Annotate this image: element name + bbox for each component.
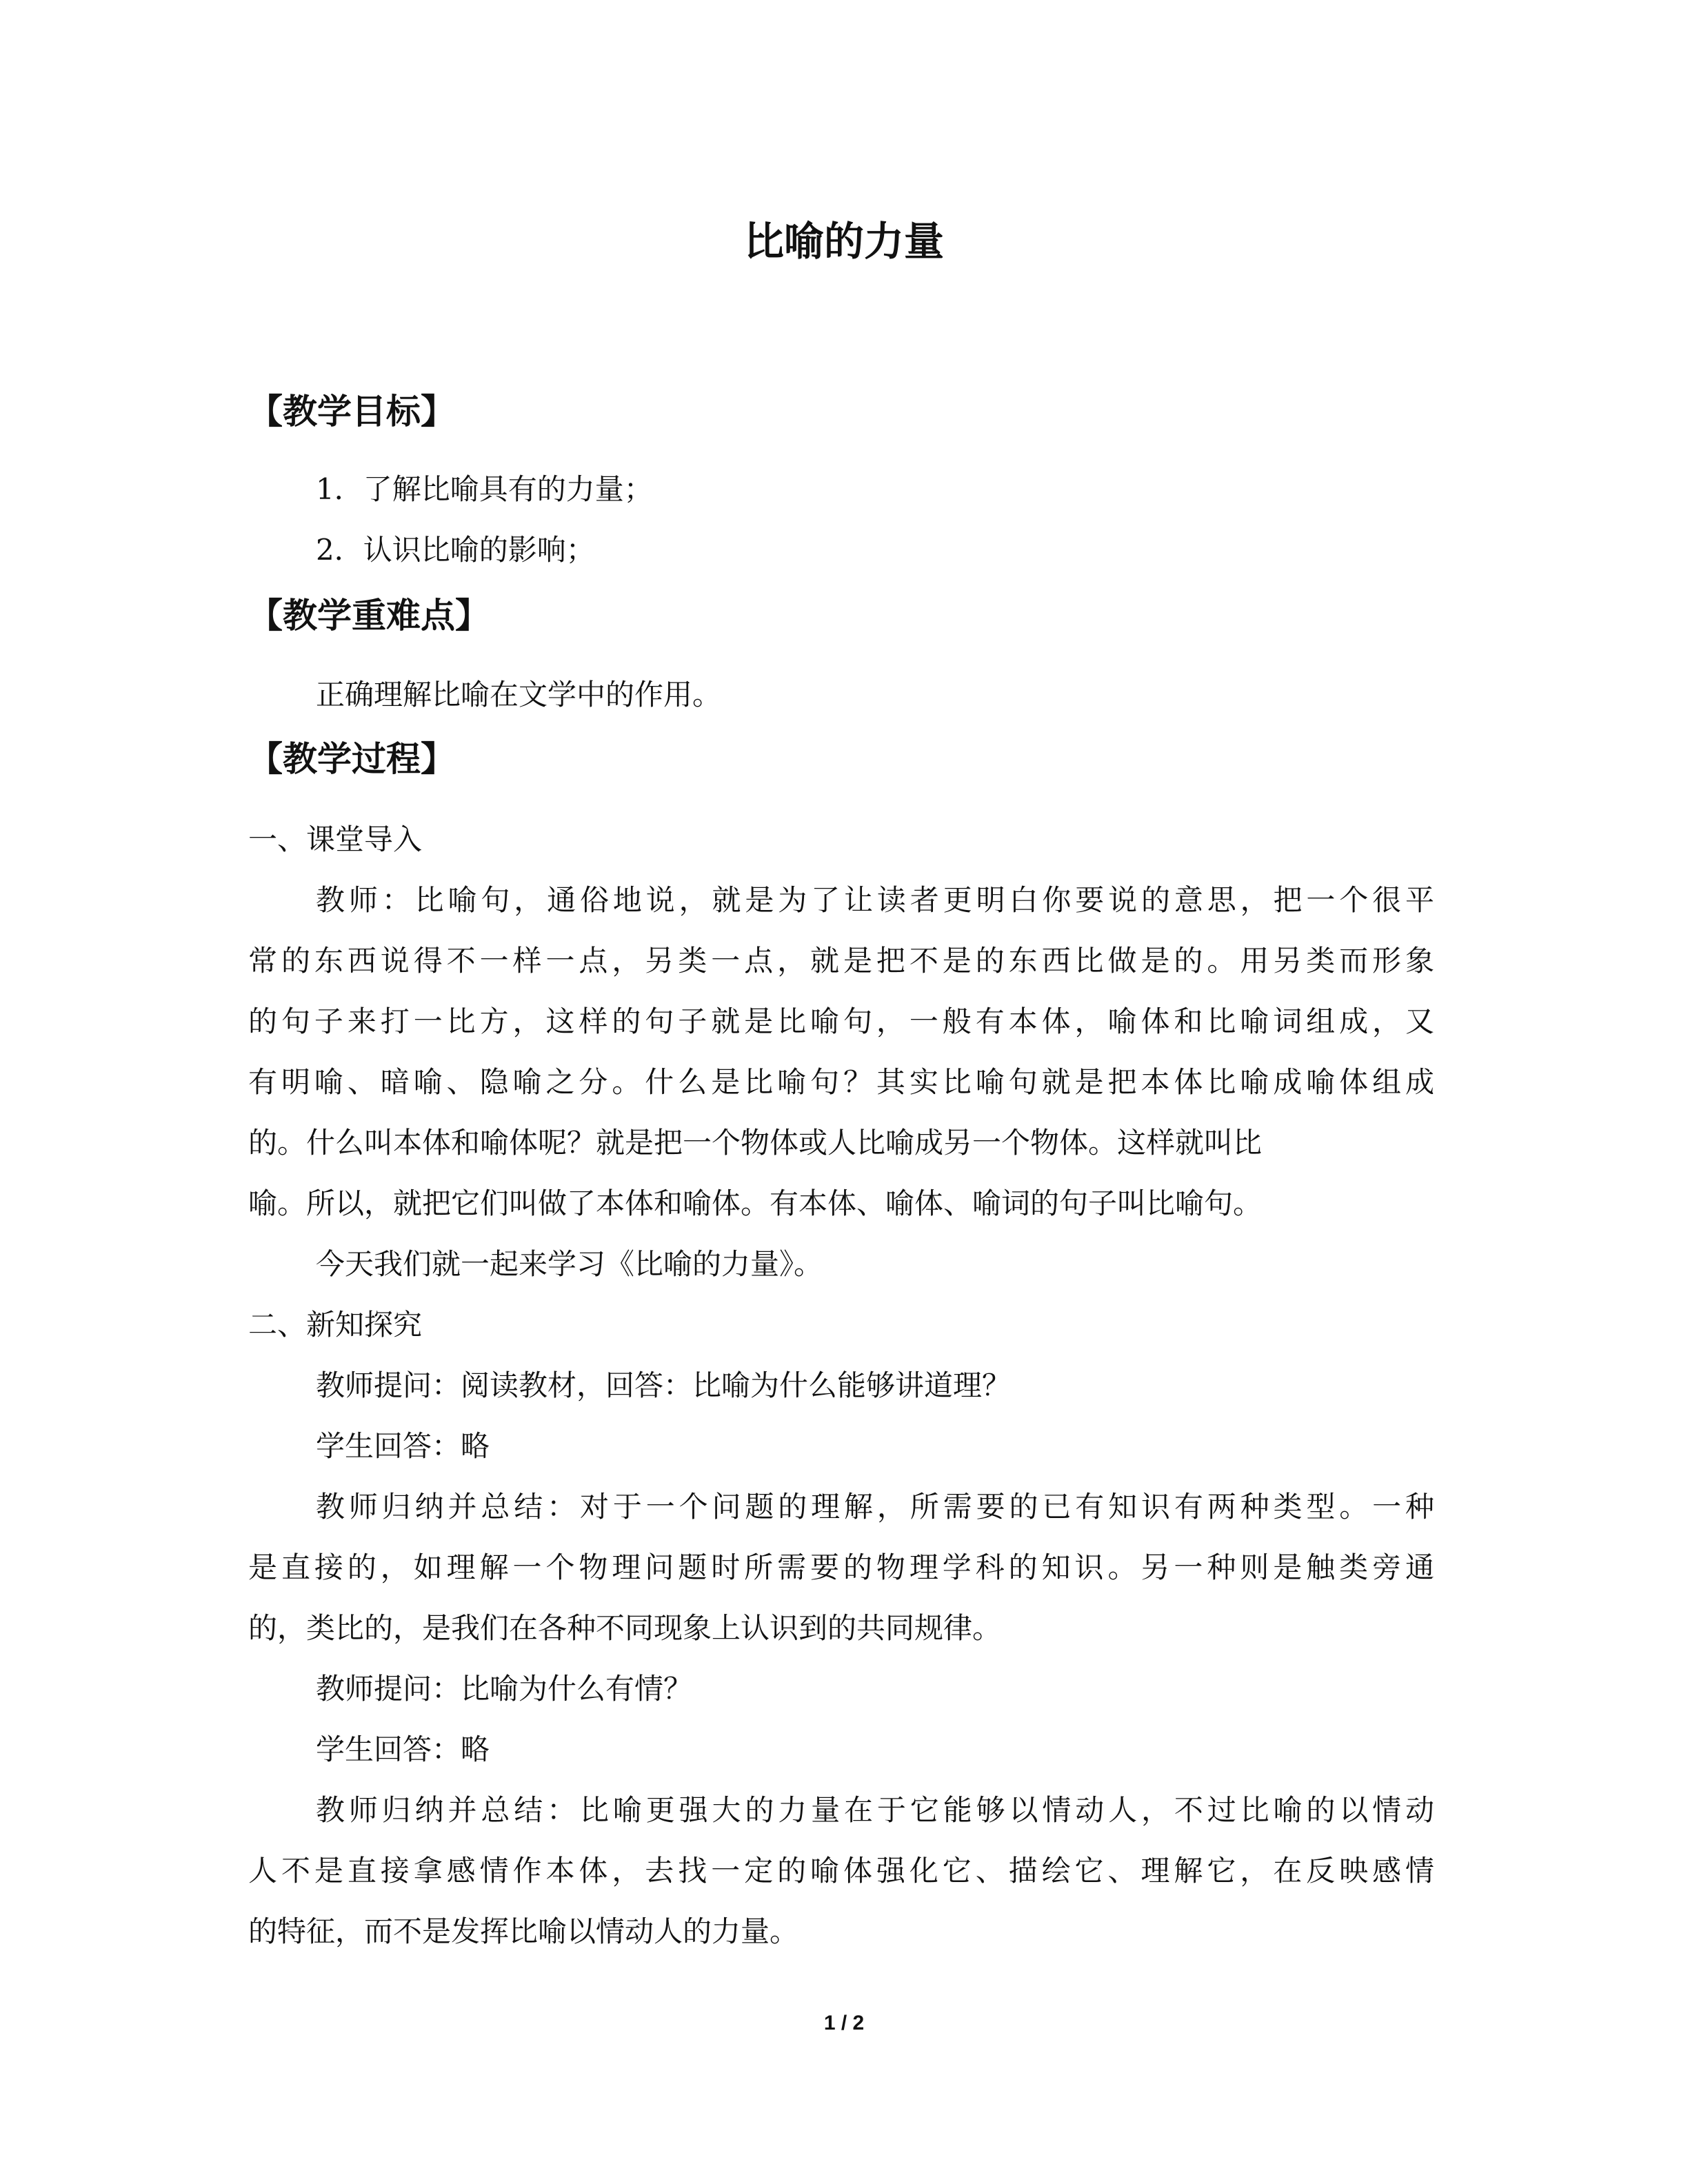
part1-paragraph-line: 有明喻、暗喻、隐喻之分。什么是比喻句？其实比喻句就是把本体比喻成喻体组成 bbox=[248, 1065, 1434, 1099]
part1-paragraph-line: 的句子来打一比方，这样的句子就是比喻句，一般有本体，喻体和比喻词组成，又 bbox=[248, 1004, 1434, 1038]
section-heading-goals: 【教学目标】 bbox=[248, 392, 455, 432]
key-points-text: 正确理解比喻在文学中的作用。 bbox=[316, 678, 722, 711]
part1-paragraph-line: 教师：比喻句，通俗地说，就是为了让读者更明白你要说的意思，把一个很平 bbox=[316, 883, 1434, 917]
part1-paragraph-2: 今天我们就一起来学习《比喻的力量》。 bbox=[316, 1247, 823, 1281]
part1-paragraph-line: 常的东西说得不一样一点，另类一点，就是把不是的东西比做是的。用另类而形象 bbox=[248, 944, 1434, 978]
section-heading-process: 【教学过程】 bbox=[248, 739, 455, 779]
part1-paragraph-line: 喻。所以，就把它们叫做了本体和喻体。有本体、喻体、喻词的句子叫比喻句。 bbox=[248, 1186, 1263, 1220]
summary1-line: 教师归纳并总结：对于一个问题的理解，所需要的已有知识有两种类型。一种 bbox=[316, 1490, 1434, 1524]
page-title: 比喻的力量 bbox=[743, 218, 944, 265]
part1-paragraph-line: 的。什么叫本体和喻体呢？就是把一个物体或人比喻成另一个物体。这样就叫比 bbox=[248, 1126, 1263, 1160]
student-answer-1: 学生回答：略 bbox=[316, 1429, 490, 1463]
goal-item-2: 2．认识比喻的影响； bbox=[316, 533, 595, 567]
summary1-line: 是直接的，如理解一个物理问题时所需要的物理学科的知识。另一种则是触类旁通 bbox=[248, 1550, 1434, 1584]
part2-title: 二、新知探究 bbox=[248, 1308, 423, 1342]
goal-item-1: 1．了解比喻具有的力量； bbox=[316, 472, 653, 506]
page-number: 1 / 2 bbox=[823, 2012, 865, 2034]
part1-title: 一、课堂导入 bbox=[248, 822, 423, 856]
summary2-line: 教师归纳并总结：比喻更强大的力量在于它能够以情动人，不过比喻的以情动 bbox=[316, 1793, 1434, 1827]
teacher-question-1: 教师提问：阅读教材，回答：比喻为什么能够讲道理？ bbox=[316, 1368, 1012, 1402]
teacher-question-2: 教师提问：比喻为什么有情？ bbox=[316, 1672, 693, 1706]
section-heading-key-points: 【教学重难点】 bbox=[248, 596, 490, 636]
summary1-line: 的，类比的，是我们在各种不同现象上认识到的共同规律。 bbox=[248, 1611, 1002, 1645]
summary2-line: 人不是直接拿感情作本体，去找一定的喻体强化它、描绘它、理解它，在反映感情 bbox=[248, 1854, 1434, 1888]
summary2-line: 的特征，而不是发挥比喻以情动人的力量。 bbox=[248, 1914, 799, 1948]
student-answer-2: 学生回答：略 bbox=[316, 1732, 490, 1766]
